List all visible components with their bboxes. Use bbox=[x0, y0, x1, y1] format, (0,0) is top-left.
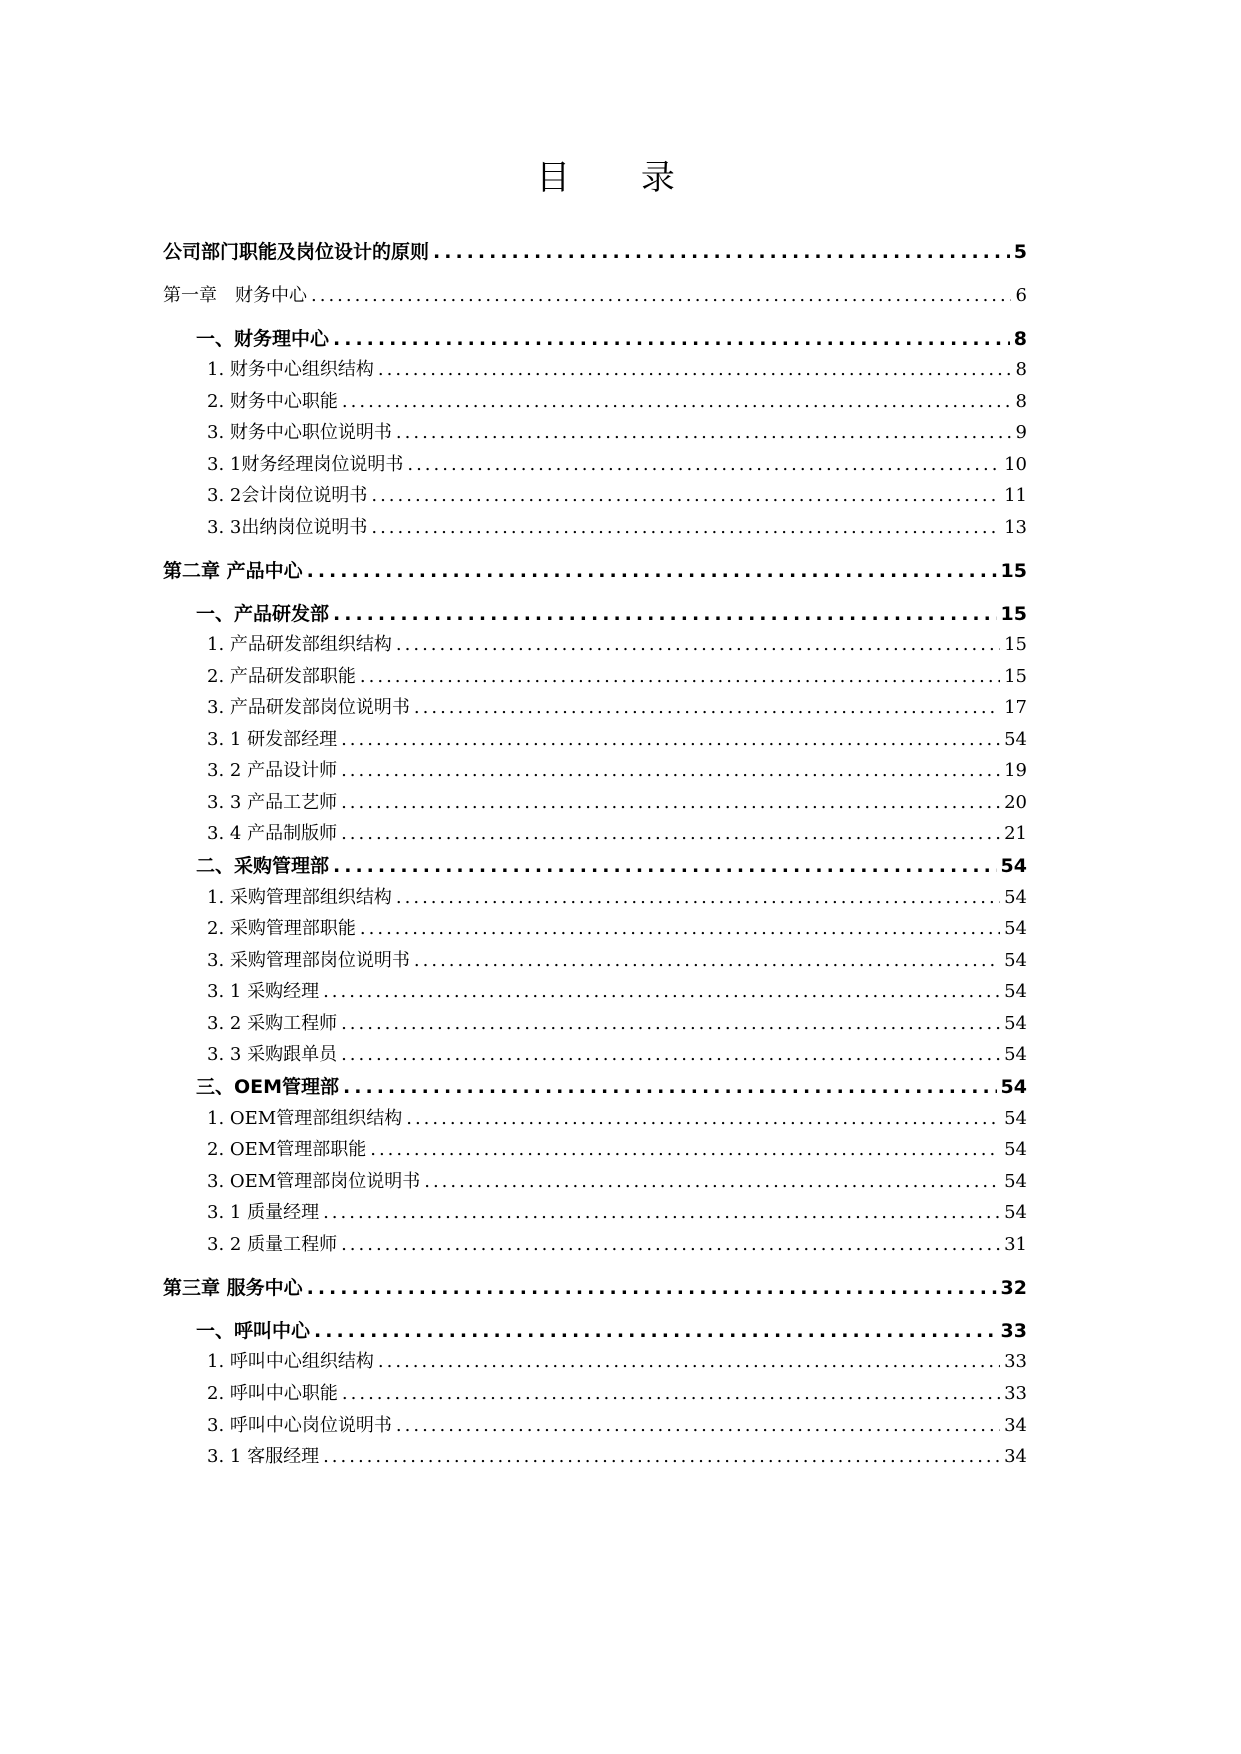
toc-leader-dots bbox=[341, 789, 1000, 817]
toc-entry-text: 3. 4 产品制版师 bbox=[207, 823, 338, 844]
toc-entry-page-number: 54 bbox=[1004, 918, 1027, 939]
toc-entry-text: 1. OEM管理部组织结构 bbox=[207, 1108, 403, 1129]
toc-entry-text: 3. 1财务经理岗位说明书 bbox=[207, 454, 404, 475]
toc-entry[interactable] bbox=[207, 1105, 1027, 1133]
toc-leader-dots bbox=[378, 356, 1011, 384]
toc-entry-text: 3. 3出纳岗位说明书 bbox=[207, 517, 368, 538]
toc-entry[interactable] bbox=[196, 852, 1027, 880]
toc-entry[interactable] bbox=[163, 557, 1027, 585]
toc-entry-text: 3. 产品研发部岗位说明书 bbox=[207, 697, 410, 718]
toc-leader-dots bbox=[396, 419, 1011, 447]
toc-entry[interactable] bbox=[207, 356, 1027, 384]
toc-entry-page-number: 15 bbox=[1004, 634, 1027, 655]
toc-leader-dots bbox=[323, 978, 1000, 1006]
toc-entry[interactable] bbox=[207, 757, 1027, 785]
toc-entry[interactable] bbox=[207, 1199, 1027, 1227]
toc-entry-text: 第三章 服务中心 bbox=[163, 1277, 303, 1299]
toc-entry-page-number: 8 bbox=[1013, 328, 1027, 350]
toc-entry-text: 第一章 财务中心 bbox=[163, 285, 307, 306]
toc-entry-page-number: 54 bbox=[1004, 1044, 1027, 1065]
toc-entry-page-number: 5 bbox=[1013, 241, 1027, 263]
toc-entry-page-number: 54 bbox=[1004, 729, 1027, 750]
toc-entry-text: 3. 财务中心职位说明书 bbox=[207, 422, 392, 443]
toc-leader-dots bbox=[414, 694, 1000, 722]
toc-entry-page-number: 34 bbox=[1004, 1415, 1027, 1436]
toc-leader-dots bbox=[396, 631, 1000, 659]
toc-leader-dots bbox=[341, 726, 1000, 754]
toc-entry-page-number: 33 bbox=[1004, 1351, 1027, 1372]
toc-leader-dots bbox=[371, 514, 1000, 542]
toc-entry[interactable] bbox=[207, 1168, 1027, 1196]
toc-entry[interactable] bbox=[207, 419, 1027, 447]
toc-entry-text: 3. 2会计岗位说明书 bbox=[207, 485, 368, 506]
toc-entry-text: 2. 采购管理部职能 bbox=[207, 918, 356, 939]
toc-entry-text: 2. OEM管理部职能 bbox=[207, 1139, 367, 1160]
toc-leader-dots bbox=[407, 451, 1000, 479]
toc-leader-dots bbox=[360, 663, 1000, 691]
toc-entry[interactable] bbox=[207, 947, 1027, 975]
toc-entry-page-number: 31 bbox=[1004, 1234, 1027, 1255]
toc-entry-page-number: 33 bbox=[1000, 1320, 1027, 1342]
toc-leader-dots bbox=[371, 482, 1000, 510]
toc-leader-dots bbox=[341, 1041, 1000, 1069]
toc-entry-page-number: 54 bbox=[1004, 1013, 1027, 1034]
toc-entry-page-number: 54 bbox=[1004, 1139, 1027, 1160]
toc-entry[interactable] bbox=[207, 1443, 1027, 1471]
toc-leader-dots bbox=[333, 325, 1010, 353]
toc-entry-text: 2. 财务中心职能 bbox=[207, 391, 338, 412]
toc-entry[interactable] bbox=[207, 694, 1027, 722]
toc-entry-page-number: 11 bbox=[1004, 485, 1027, 506]
toc-entry-text: 一、呼叫中心 bbox=[196, 1320, 311, 1342]
toc-leader-dots bbox=[342, 1380, 1000, 1408]
toc-entry[interactable] bbox=[163, 238, 1027, 266]
toc-entry-text: 二、采购管理部 bbox=[196, 855, 330, 877]
toc-entry[interactable] bbox=[207, 915, 1027, 943]
toc-leader-dots bbox=[433, 238, 1010, 266]
toc-entry-page-number: 20 bbox=[1004, 792, 1027, 813]
toc-entry-page-number: 21 bbox=[1004, 823, 1027, 844]
toc-entry-text: 3. 3 采购跟单员 bbox=[207, 1044, 338, 1065]
toc-title: 目 录 bbox=[536, 158, 705, 198]
toc-entry-page-number: 15 bbox=[1000, 603, 1027, 625]
toc-entry[interactable] bbox=[207, 978, 1027, 1006]
toc-leader-dots bbox=[341, 820, 1000, 848]
toc-entry[interactable] bbox=[207, 884, 1027, 912]
toc-entry-page-number: 54 bbox=[1004, 981, 1027, 1002]
toc-entry-text: 3. 呼叫中心岗位说明书 bbox=[207, 1415, 392, 1436]
toc-leader-dots bbox=[424, 1168, 1000, 1196]
toc-leader-dots bbox=[311, 282, 1011, 310]
toc-entry[interactable] bbox=[207, 820, 1027, 848]
toc-entry-page-number: 8 bbox=[1015, 359, 1027, 380]
toc-entry-page-number: 33 bbox=[1004, 1383, 1027, 1404]
toc-entry-page-number: 17 bbox=[1004, 697, 1027, 718]
toc-entry-page-number: 34 bbox=[1004, 1446, 1027, 1467]
toc-entry[interactable] bbox=[207, 631, 1027, 659]
toc-entry[interactable] bbox=[207, 514, 1027, 542]
toc-leader-dots bbox=[370, 1136, 1000, 1164]
toc-entry-text: 一、财务理中心 bbox=[196, 328, 330, 350]
toc-entry-page-number: 54 bbox=[1004, 887, 1027, 908]
toc-entry[interactable] bbox=[207, 1412, 1027, 1440]
toc-leader-dots bbox=[414, 947, 1000, 975]
toc-leader-dots bbox=[378, 1348, 1000, 1376]
toc-entry[interactable] bbox=[196, 325, 1027, 353]
toc-entry-page-number: 54 bbox=[1004, 1171, 1027, 1192]
toc-entry[interactable] bbox=[196, 1073, 1027, 1101]
toc-entry-text: 三、OEM管理部 bbox=[196, 1076, 340, 1098]
toc-leader-dots bbox=[341, 757, 1000, 785]
toc-entry[interactable] bbox=[207, 1010, 1027, 1038]
toc-entry-text: 公司部门职能及岗位设计的原则 bbox=[163, 241, 430, 263]
toc-entry[interactable] bbox=[196, 1317, 1027, 1345]
toc-entry-text: 第二章 产品中心 bbox=[163, 560, 303, 582]
toc-entry-text: 3. OEM管理部岗位说明书 bbox=[207, 1171, 421, 1192]
toc-entry-page-number: 10 bbox=[1004, 454, 1027, 475]
toc-entry[interactable] bbox=[207, 1041, 1027, 1069]
toc-entry-text: 3. 2 产品设计师 bbox=[207, 760, 338, 781]
toc-leader-dots bbox=[343, 1073, 997, 1101]
toc-entry[interactable] bbox=[207, 726, 1027, 754]
toc-entry-page-number: 19 bbox=[1004, 760, 1027, 781]
toc-entry-page-number: 54 bbox=[1004, 950, 1027, 971]
toc-entry-text: 3. 1 研发部经理 bbox=[207, 729, 338, 750]
toc-entry-page-number: 15 bbox=[1004, 666, 1027, 687]
toc-entry[interactable] bbox=[207, 1136, 1027, 1164]
toc-entry-page-number: 13 bbox=[1004, 517, 1027, 538]
toc-entry-page-number: 8 bbox=[1015, 391, 1027, 412]
toc-entry[interactable] bbox=[207, 1231, 1027, 1259]
toc-entry-text: 3. 1 采购经理 bbox=[207, 981, 320, 1002]
toc-leader-dots bbox=[342, 388, 1011, 416]
toc-leader-dots bbox=[341, 1231, 1000, 1259]
toc-leader-dots bbox=[323, 1443, 1000, 1471]
toc-entry-text: 1. 产品研发部组织结构 bbox=[207, 634, 392, 655]
toc-entry-text: 1. 财务中心组织结构 bbox=[207, 359, 374, 380]
toc-leader-dots bbox=[396, 1412, 1000, 1440]
toc-entry-page-number: 54 bbox=[1000, 1076, 1027, 1098]
toc-entry-page-number: 15 bbox=[1000, 560, 1027, 582]
toc-leader-dots bbox=[341, 1010, 1000, 1038]
toc-entry[interactable] bbox=[163, 282, 1027, 310]
toc-entry[interactable] bbox=[207, 789, 1027, 817]
toc-entry-text: 3. 3 产品工艺师 bbox=[207, 792, 338, 813]
toc-entry-text: 1. 呼叫中心组织结构 bbox=[207, 1351, 374, 1372]
toc-entry-page-number: 54 bbox=[1004, 1202, 1027, 1223]
toc-entry-text: 1. 采购管理部组织结构 bbox=[207, 887, 392, 908]
toc-entry[interactable] bbox=[163, 1274, 1027, 1302]
toc-entry-text: 一、产品研发部 bbox=[196, 603, 330, 625]
toc-entry[interactable] bbox=[207, 1380, 1027, 1408]
toc-entry[interactable] bbox=[207, 1348, 1027, 1376]
toc-entry-text: 3. 1 质量经理 bbox=[207, 1202, 320, 1223]
toc-entry[interactable] bbox=[207, 663, 1027, 691]
toc-leader-dots bbox=[396, 884, 1000, 912]
toc-entry-text: 3. 2 采购工程师 bbox=[207, 1013, 338, 1034]
toc-entry[interactable] bbox=[207, 388, 1027, 416]
toc-leader-dots bbox=[333, 600, 997, 628]
toc-leader-dots bbox=[307, 1274, 997, 1302]
toc-entry-page-number: 54 bbox=[1004, 1108, 1027, 1129]
toc-leader-dots bbox=[307, 557, 997, 585]
toc-entry-page-number: 32 bbox=[1000, 1277, 1027, 1299]
toc-entry[interactable] bbox=[196, 600, 1027, 628]
toc-entry[interactable] bbox=[207, 451, 1027, 479]
toc-entry-page-number: 54 bbox=[1000, 855, 1027, 877]
toc-entry-text: 2. 呼叫中心职能 bbox=[207, 1383, 338, 1404]
toc-entry[interactable] bbox=[207, 482, 1027, 510]
toc-leader-dots bbox=[406, 1105, 1000, 1133]
toc-leader-dots bbox=[314, 1317, 997, 1345]
toc-entry-text: 3. 1 客服经理 bbox=[207, 1446, 320, 1467]
toc-leader-dots bbox=[333, 852, 997, 880]
toc-entry-page-number: 6 bbox=[1015, 285, 1027, 306]
toc-entry-text: 3. 采购管理部岗位说明书 bbox=[207, 950, 410, 971]
toc-entry-text: 2. 产品研发部职能 bbox=[207, 666, 356, 687]
toc-leader-dots bbox=[360, 915, 1000, 943]
toc-entry-text: 3. 2 质量工程师 bbox=[207, 1234, 338, 1255]
toc-entry-page-number: 9 bbox=[1015, 422, 1027, 443]
toc-leader-dots bbox=[323, 1199, 1000, 1227]
